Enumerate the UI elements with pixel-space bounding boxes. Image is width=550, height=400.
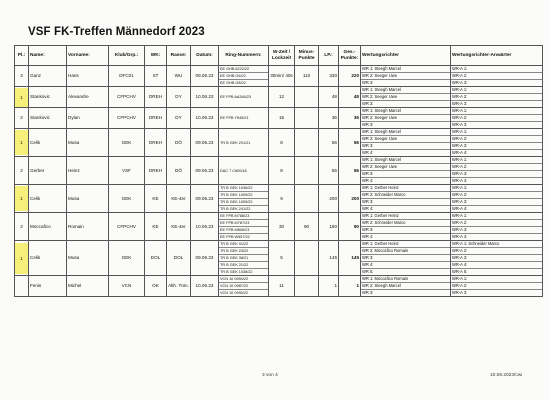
cell-datum: 10.06.23 — [191, 213, 219, 241]
candidate-line: WR-A 3: — [451, 171, 542, 178]
ring-number: EE OHB 6222/22 — [219, 66, 268, 73]
col-wzeit: W-Zeit / Lockzeit — [269, 46, 295, 66]
judge-line: WR 3: — [362, 101, 374, 106]
cell-wzeit: 9 — [269, 185, 295, 213]
candidate-line: WR-A 3: — [452, 290, 468, 295]
cell-minus — [295, 87, 319, 108]
judge-line: WR 1: Steegh Marcel — [361, 108, 450, 115]
cell-ges: 220 — [339, 66, 361, 87]
cell-vorname: Musa — [67, 241, 109, 276]
judge-line: WR 4: — [362, 234, 374, 239]
cell-wzeit: 5 — [269, 241, 295, 276]
cell-ges: 56 — [339, 129, 361, 157]
placement-value: 1 — [15, 243, 28, 274]
cell-lp: 330 — [319, 66, 339, 87]
ring-number: TR B GEK 1038/22 — [220, 270, 253, 274]
judge-line: WR 3: — [362, 290, 374, 295]
cell-datum: 09.06.23 — [191, 129, 219, 157]
judge-line: WR 1: Steegh Marcel — [361, 66, 450, 73]
cell-datum: 10.06.23 — [191, 276, 219, 297]
cell-klub: VCN — [109, 276, 145, 297]
candidate-line: WR-A 4: — [452, 206, 468, 211]
table-row — [15, 241, 543, 276]
cell-ges: 1 — [339, 276, 361, 297]
cell-wzeit: 30min/ 40s — [269, 66, 295, 87]
judge-line: WR 1: Steegh Marcel — [361, 157, 450, 164]
cell-minus: 90 — [295, 213, 319, 241]
cell-wk: DREH — [145, 157, 167, 185]
cell-datum: 09.06.23 — [191, 241, 219, 276]
cell-rasse: KE-4er — [167, 185, 191, 213]
judge-line: WR 5: — [362, 269, 374, 274]
cell-vorname: Romain — [67, 213, 109, 241]
cell-judges — [361, 185, 451, 213]
cell-lp: 145 — [319, 241, 339, 276]
candidate-line: WR-A 3: — [451, 255, 542, 262]
candidate-line: WR-A 2: — [451, 115, 542, 122]
candidate-line: WR-A 4: — [452, 150, 468, 155]
judge-line: WR 1: Steegh Marcel — [361, 87, 450, 94]
judge-line: WR 2: Schneider Marco — [361, 220, 450, 227]
cell-rasse: KE-4er — [167, 213, 191, 241]
col-richter: Wertungsrichter — [361, 46, 451, 66]
cell-wk: KE — [145, 185, 167, 213]
cell-klub: CFPCHV — [109, 108, 145, 129]
cell-minus — [295, 157, 319, 185]
cell-name: Gerber — [29, 157, 67, 185]
ring-number: EE FPB M806/23 — [219, 227, 268, 234]
cell-minus: 110 — [295, 66, 319, 87]
candidate-line: WR-A 1: — [451, 185, 542, 192]
cell-name: Ganz — [29, 66, 67, 87]
cell-lp: 48 — [319, 87, 339, 108]
col-datum: Datum: — [191, 46, 219, 66]
candidate-line: WR-A 4: — [452, 234, 468, 239]
cell-pl — [15, 66, 29, 87]
cell-lp: 200 — [319, 185, 339, 213]
cell-judge-candidates — [451, 108, 543, 129]
cell-ges: 56 — [339, 157, 361, 185]
judge-line: WR 2: Moccafico Romain — [361, 248, 450, 255]
page-title: VSF FK-Treffen Männedorf 2023 — [28, 26, 205, 38]
judge-line: WR 2: Seeger Uwe — [361, 94, 450, 101]
table-row — [15, 87, 543, 108]
candidate-line: WR-A 2: — [451, 248, 542, 255]
cell-judges — [361, 129, 451, 157]
cell-klub: CFPCHV — [109, 87, 145, 108]
col-lp: LP.: — [319, 46, 339, 66]
cell-wzeit: 30 — [269, 213, 295, 241]
cell-wk: DOL — [145, 241, 167, 276]
candidate-line: WR-A 2: — [451, 136, 542, 143]
cell-rings — [219, 157, 269, 185]
candidate-line: WR-A 1: — [451, 129, 542, 136]
candidate-line: WR-A 3: — [452, 80, 468, 85]
cell-rings — [219, 241, 269, 276]
cell-rasse: DÖ — [167, 129, 191, 157]
cell-rings — [219, 66, 269, 87]
judge-line: WR 2: Seeger Uwe — [361, 115, 450, 122]
judge-line: WR 3: — [361, 171, 450, 178]
judge-line: WR 2: Seeger Uwe — [361, 164, 450, 171]
placement-value: 2 — [20, 167, 23, 173]
col-wk: WK: — [145, 46, 167, 66]
cell-ges: 48 — [339, 87, 361, 108]
cell-vorname: Alexandre — [67, 87, 109, 108]
placement-value: 1 — [15, 186, 28, 211]
cell-vorname: Musa — [67, 185, 109, 213]
candidate-line: WR-A 1: — [451, 276, 542, 283]
ring-number: VCN 10 0994/22 — [219, 276, 268, 283]
cell-wzeit: 8 — [269, 157, 295, 185]
cell-name: Moccafico — [29, 213, 67, 241]
table-row — [15, 157, 543, 185]
judge-line: WR 4: — [362, 178, 374, 183]
cell-minus — [295, 241, 319, 276]
judge-line: WR 3: — [361, 199, 450, 206]
cell-name: Celik — [29, 241, 67, 276]
cell-vorname: Michel — [67, 276, 109, 297]
cell-rasse: DY — [167, 108, 191, 129]
cell-ges: 90 — [339, 213, 361, 241]
table-row — [15, 108, 543, 129]
cell-pl — [15, 157, 29, 185]
cell-wk: DREH — [145, 108, 167, 129]
cell-datum: 10.06.23 — [191, 108, 219, 129]
col-klub: Klub/Grp.: — [109, 46, 145, 66]
footer-date: 10.06.2023/cwi — [490, 373, 523, 378]
candidate-line: WR-A 3: — [452, 101, 468, 106]
candidate-line: WR-A 4: — [452, 178, 468, 183]
col-pl: Pl.: — [15, 46, 29, 66]
cell-rasse: DOL — [167, 241, 191, 276]
cell-lp: 56 — [319, 157, 339, 185]
ring-number: EE FPB Y545/21 — [220, 116, 249, 120]
cell-judge-candidates — [451, 129, 543, 157]
cell-judges — [361, 213, 451, 241]
candidate-line: WR-A 5: — [452, 269, 468, 274]
candidate-line: WR-A 1: Schneider Marco — [451, 241, 542, 248]
table-row — [15, 213, 543, 241]
judge-line: WR 4: — [362, 206, 374, 211]
col-anwaerter: Wertungsrichter-Anwärter — [451, 46, 543, 66]
candidate-line: WR-A 3: — [451, 227, 542, 234]
candidate-line: WR-A 1: — [451, 87, 542, 94]
cell-wzeit: 8 — [269, 129, 295, 157]
cell-rings — [219, 276, 269, 297]
cell-pl — [15, 276, 29, 297]
cell-pl — [15, 87, 29, 108]
ring-number: EE FPB W557/22 — [220, 235, 250, 239]
cell-datum: 10.06.23 — [191, 87, 219, 108]
placement-value: 3 — [20, 73, 23, 79]
judge-line: WR 1: Moccafico Romain — [361, 276, 450, 283]
cell-ges: 200 — [339, 185, 361, 213]
cell-lp: 1 — [319, 276, 339, 297]
cell-klub: CFPCHV — [109, 213, 145, 241]
cell-klub: GEK — [109, 129, 145, 157]
cell-pl — [15, 185, 29, 213]
ring-number: VCN 10 0987/22 — [219, 283, 268, 290]
cell-judge-candidates — [451, 87, 543, 108]
judge-line: WR 3: — [361, 255, 450, 262]
ring-number: TR B GEK 241/22 — [220, 207, 251, 211]
cell-judge-candidates — [451, 241, 543, 276]
judge-line: WR 1: Gerber Heinz — [361, 185, 450, 192]
judge-line: WR 3: — [362, 80, 374, 85]
cell-name: Stankovic — [29, 108, 67, 129]
ring-number: EE FPB AA346/23 — [220, 95, 252, 99]
candidate-line: WR-A 2: — [451, 73, 542, 80]
cell-judges — [361, 108, 451, 129]
table-row — [15, 276, 543, 297]
placement-value: 1 — [15, 130, 28, 155]
cell-pl — [15, 241, 29, 276]
cell-name: Celik — [29, 129, 67, 157]
cell-wzeit: 12 — [269, 87, 295, 108]
judge-line: WR 2: Seeger Uwe — [361, 73, 450, 80]
cell-judges — [361, 157, 451, 185]
cell-klub: DFC01 — [109, 66, 145, 87]
results-table — [14, 45, 543, 297]
cell-wk: DREH — [145, 129, 167, 157]
placement-value: 2 — [20, 115, 23, 121]
table-row — [15, 185, 543, 213]
judge-line: WR 1: Steegh Marcel — [361, 129, 450, 136]
judge-line: WR 2: Seeger Uwe — [361, 136, 450, 143]
ring-number: EE OHB G6/22 — [219, 73, 268, 80]
cell-wk: OK — [145, 276, 167, 297]
cell-rings — [219, 129, 269, 157]
candidate-line: WR-A 2: — [451, 164, 542, 171]
cell-rasse: DY — [167, 87, 191, 108]
ring-number: TR B GEK 21/22 — [219, 262, 268, 269]
candidate-line: WR-A 2: — [451, 220, 542, 227]
cell-wzeit: 15 — [269, 108, 295, 129]
cell-klub: VSF — [109, 157, 145, 185]
cell-rings — [219, 213, 269, 241]
placement-value: 1 — [15, 88, 28, 107]
cell-minus — [295, 129, 319, 157]
judge-line: WR 1: Gerber Heinz — [361, 213, 450, 220]
col-rasse: Rasse: — [167, 46, 191, 66]
cell-lp: 180 — [319, 213, 339, 241]
cell-lp: 56 — [319, 129, 339, 157]
cell-pl — [15, 129, 29, 157]
table-row — [15, 66, 543, 87]
ring-number: TR B GEK 1036/22 — [219, 185, 268, 192]
ring-number: TR B GEK 201/21 — [220, 140, 251, 145]
cell-ges: 145 — [339, 241, 361, 276]
judge-line: WR 2: Schneider Marco — [361, 192, 450, 199]
cell-vorname: Heinz — [67, 157, 109, 185]
ring-number: EE OHB G8/22 — [220, 81, 246, 85]
cell-judges — [361, 276, 451, 297]
cell-vorname: Musa — [67, 129, 109, 157]
cell-ges: 36 — [339, 108, 361, 129]
cell-judge-candidates — [451, 157, 543, 185]
ring-number: TR B GEK 38/21 — [219, 255, 268, 262]
candidate-line: WR-A 2: — [451, 283, 542, 290]
cell-judge-candidates — [451, 213, 543, 241]
ring-number: DAC 7 C600/18 — [220, 168, 247, 173]
cell-name: Celik — [29, 185, 67, 213]
col-minus: Minus-Punkte — [295, 46, 319, 66]
judge-line: WR 3: — [361, 143, 450, 150]
judge-line: WR 3: — [361, 227, 450, 234]
cell-klub: GEK — [109, 241, 145, 276]
judge-line: WR 1: Gerber Heinz — [361, 241, 450, 248]
candidate-line: WR-A 2: — [451, 192, 542, 199]
cell-vorname: Hans — [67, 66, 109, 87]
cell-judges — [361, 87, 451, 108]
judge-line: WR 4: — [362, 150, 374, 155]
cell-judge-candidates — [451, 66, 543, 87]
table-header-row — [15, 46, 543, 66]
col-ges: Ges.-Punkte: — [339, 46, 361, 66]
cell-datum: 09.06.23 — [191, 185, 219, 213]
cell-wk: DREH — [145, 87, 167, 108]
col-ringe: Ring-Nummern: — [219, 46, 269, 66]
cell-rings — [219, 87, 269, 108]
cell-judges — [361, 241, 451, 276]
page-number: 3 von 4 — [262, 373, 278, 378]
cell-rasse: WU — [167, 66, 191, 87]
ring-number: EE FPB M788/23 — [219, 213, 268, 220]
cell-pl — [15, 108, 29, 129]
placement-value: 2 — [20, 223, 23, 229]
judge-line: WR 3: — [362, 122, 374, 127]
cell-minus — [295, 108, 319, 129]
candidate-line: WR-A 4: — [451, 262, 542, 269]
judge-line: WR 4: — [361, 262, 450, 269]
candidate-line: WR-A 3: — [451, 143, 542, 150]
cell-lp: 36 — [319, 108, 339, 129]
candidate-line: WR-A 1: — [451, 66, 542, 73]
candidate-line: WR-A 1: — [451, 213, 542, 220]
cell-judge-candidates — [451, 276, 543, 297]
candidate-line: WR-A 3: — [452, 122, 468, 127]
cell-pl — [15, 213, 29, 241]
ring-number: TR B GEK 01/22 — [219, 241, 268, 248]
ring-number: TR B GEK 23/22 — [219, 248, 268, 255]
ring-number: EE FPB M787/23 — [219, 220, 268, 227]
cell-wzeit: 11 — [269, 276, 295, 297]
ring-number: TR B GEK 1005/22 — [219, 199, 268, 206]
candidate-line: WR-A 2: — [451, 94, 542, 101]
cell-rasse: DÖ — [167, 157, 191, 185]
cell-name: Fenis — [29, 276, 67, 297]
table-row — [15, 129, 543, 157]
cell-vorname: Dylan — [67, 108, 109, 129]
cell-judge-candidates — [451, 185, 543, 213]
ring-number: TR B GEK 1009/22 — [219, 192, 268, 199]
col-name: Name: — [29, 46, 67, 66]
cell-minus — [295, 185, 319, 213]
cell-datum: 09.06.23 — [191, 157, 219, 185]
cell-minus — [295, 276, 319, 297]
candidate-line: WR-A 3: — [451, 199, 542, 206]
candidate-line: WR-A 1: — [451, 108, 542, 115]
cell-wk: KE — [145, 213, 167, 241]
cell-klub: GEK — [109, 185, 145, 213]
ring-number: VCN 10 0990/22 — [220, 291, 249, 295]
cell-datum: 09.06.23 — [191, 66, 219, 87]
candidate-line: WR-A 1: — [451, 157, 542, 164]
judge-line: WR 2: Steegh Marcel — [361, 283, 450, 290]
cell-rings — [219, 185, 269, 213]
cell-name: Stankovic — [29, 87, 67, 108]
cell-rasse: Alth. Tüm. — [167, 276, 191, 297]
cell-wk: ST — [145, 66, 167, 87]
cell-judges — [361, 66, 451, 87]
col-vorname: Vorname: — [67, 46, 109, 66]
cell-rings — [219, 108, 269, 129]
